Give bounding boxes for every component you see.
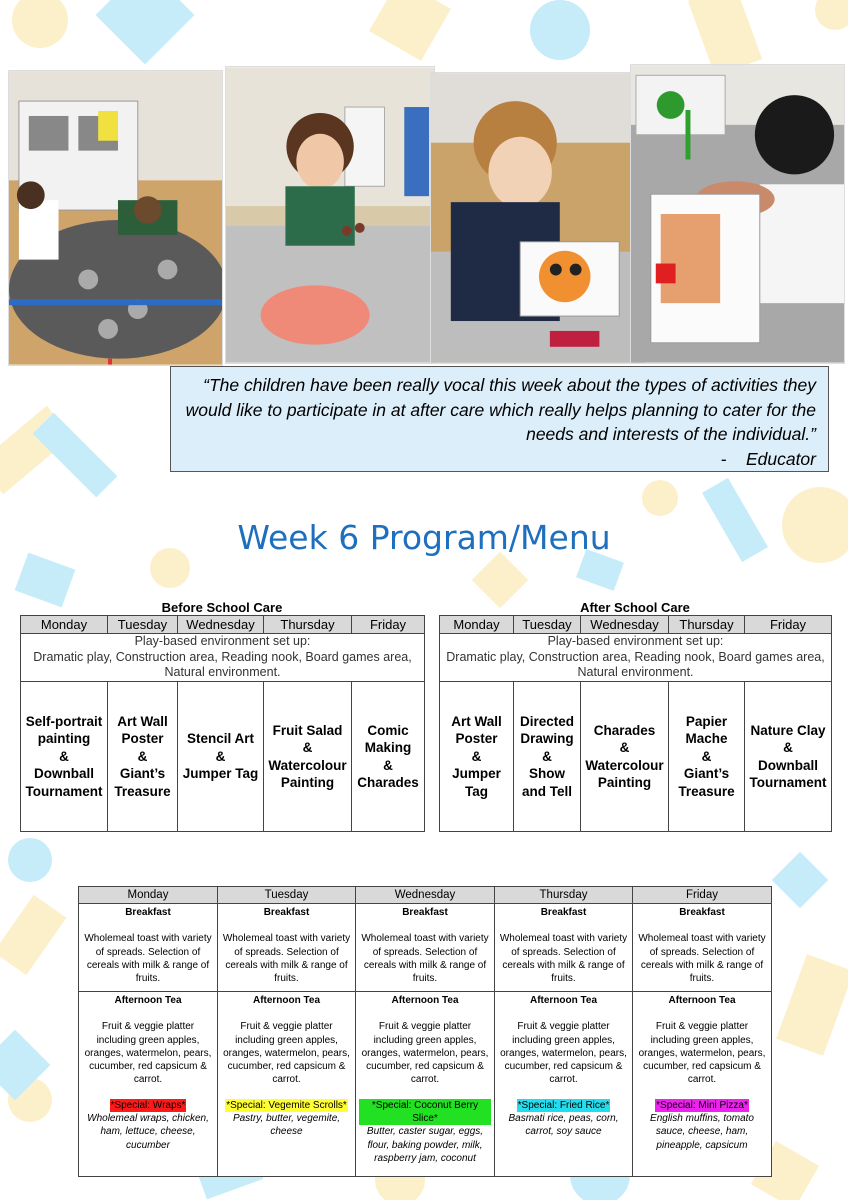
activity-line: Drawing xyxy=(520,731,574,747)
activity-line: Stencil Art xyxy=(186,731,254,747)
activity-line: & xyxy=(783,740,793,755)
day-header: Thursday xyxy=(669,616,745,634)
special-badge: *Special: Vegemite Scrolls* xyxy=(226,1099,347,1111)
afternoon-tea-text: Fruit & veggie platter including green apples, oranges, watermelon, pears, cucumber, red capsicum & carrot. xyxy=(223,1021,350,1086)
activity-line: Nature Clay xyxy=(750,722,826,738)
activity-cell xyxy=(514,682,581,832)
activity-line: Giant’s xyxy=(119,766,166,782)
activity-line: Self-portrait xyxy=(25,713,103,729)
activity-cell xyxy=(581,682,669,832)
day-header: Monday xyxy=(21,616,108,634)
activity-line: Tournament xyxy=(749,775,827,790)
breakfast-heading: Breakfast xyxy=(263,907,310,918)
activity-line: Mache xyxy=(685,731,728,747)
environment-line: Dramatic play, Construction area, Reading nook, Board games area, xyxy=(446,649,825,664)
table-caption: Before School Care xyxy=(161,600,283,615)
photo-child-pixel-art xyxy=(430,72,645,364)
special-ingredients: Pastry, butter, vegemite, cheese xyxy=(232,1113,341,1138)
day-header: Monday xyxy=(79,887,218,904)
day-header: Wednesday xyxy=(178,616,264,634)
activity-line: & xyxy=(215,748,226,764)
afternoon-tea-heading: Afternoon Tea xyxy=(114,995,182,1006)
activity-line: Painting xyxy=(597,775,652,790)
day-header: Thursday xyxy=(264,616,352,634)
activity-cell xyxy=(745,682,832,832)
activity-cell xyxy=(264,682,352,832)
photo-illustration xyxy=(9,71,222,365)
afternoon-tea-text: Fruit & veggie platter including green apples, oranges, watermelon, pears, cucumber, red capsicum & carrot. xyxy=(638,1021,766,1086)
quote-text: “The children have been really vocal this week about the types of activities they would like to participate in at after care which really helps planning to cater for the needs and interests of the individual.” xyxy=(185,375,816,444)
page-title: Week 6 Program/Menu xyxy=(237,518,611,557)
day-header: Monday xyxy=(440,616,514,634)
activity-line: & xyxy=(701,748,712,764)
activity-line: & xyxy=(619,740,630,755)
activity-line: & xyxy=(383,757,393,773)
activity-line: Show xyxy=(529,766,565,782)
special-ingredients: Wholemeal wraps, chicken, ham, lettuce, cheese, cucumber xyxy=(87,1113,209,1151)
afternoon-tea-heading: Afternoon Tea xyxy=(252,995,321,1006)
activity-line: Tag xyxy=(465,783,488,799)
activity-line: Treasure xyxy=(678,783,735,799)
environment-setup xyxy=(21,634,425,682)
photo-child-drawing xyxy=(630,64,845,364)
afternoon-tea-cell xyxy=(79,992,218,1177)
afternoon-tea-cell xyxy=(495,992,633,1177)
afternoon-tea-text: Fruit & veggie platter including green apples, oranges, watermelon, pears, cucumber, red capsicum & carrot. xyxy=(84,1021,212,1086)
day-header: Tuesday xyxy=(514,616,581,634)
special-ingredients: Basmati rice, peas, corn, carrot, soy sauce xyxy=(508,1113,619,1138)
environment-line: Play-based environment set up: xyxy=(547,634,724,649)
day-header: Tuesday xyxy=(108,616,178,634)
before-school-care-table xyxy=(20,600,424,832)
activity-line: Treasure xyxy=(114,783,171,799)
activity-line: Poster xyxy=(455,731,498,747)
activity-line: Art Wall xyxy=(451,713,502,729)
activity-line: Downball xyxy=(758,757,818,773)
activity-line: Comic xyxy=(367,722,409,738)
photo-illustration xyxy=(226,67,434,363)
activity-line: Papier xyxy=(685,713,728,729)
day-header: Wednesday xyxy=(581,616,669,634)
activity-line: Tournament xyxy=(25,783,103,799)
activity-line: Charades xyxy=(593,722,656,738)
table-caption: After School Care xyxy=(580,600,690,615)
day-header: Wednesday xyxy=(356,887,495,904)
afternoon-tea-text: Fruit & veggie platter including green apples, oranges, watermelon, pears, cucumber, red capsicum & carrot. xyxy=(361,1021,489,1086)
special-ingredients: Butter, caster sugar, eggs, flour, baking powder, milk, raspberry jam, coconut xyxy=(366,1126,484,1164)
activity-line: Watercolour xyxy=(268,757,347,773)
day-header: Friday xyxy=(633,887,772,904)
breakfast-cell xyxy=(356,904,495,992)
educator-quote xyxy=(170,366,829,472)
breakfast-heading: Breakfast xyxy=(679,907,725,918)
activity-line: & xyxy=(137,748,148,764)
activity-line: Jumper xyxy=(452,766,501,782)
activity-line: Making xyxy=(364,740,412,755)
breakfast-text: Wholemeal toast with variety of spreads. Selection of cereals with milk & range of fruits. xyxy=(638,933,766,985)
day-header: Friday xyxy=(352,616,425,634)
special-ingredients: English muffins, tomato sauce, cheese, ham, pineapple, capsicum xyxy=(650,1113,754,1151)
activity-line: & xyxy=(59,748,69,764)
breakfast-cell xyxy=(79,904,218,992)
activity-cell xyxy=(21,682,108,832)
quote-attribution: - Educator xyxy=(720,448,816,469)
day-header: Tuesday xyxy=(218,887,356,904)
activity-line: Art Wall xyxy=(117,713,168,729)
photo-illustration xyxy=(631,65,844,363)
day-header: Friday xyxy=(745,616,832,634)
environment-setup xyxy=(440,634,832,682)
activity-line: Painting xyxy=(280,775,335,790)
activity-line: Charades xyxy=(357,775,419,790)
activity-line: & xyxy=(542,748,552,764)
activity-line: and Tell xyxy=(521,783,572,799)
afternoon-tea-cell xyxy=(633,992,772,1177)
breakfast-heading: Breakfast xyxy=(402,907,448,918)
special-badge: *Special: Mini Pizza* xyxy=(656,1099,748,1111)
photo-children-building xyxy=(8,70,223,366)
environment-line: Play-based environment set up: xyxy=(134,634,311,649)
environment-line: Natural environment. xyxy=(577,665,694,680)
breakfast-heading: Breakfast xyxy=(125,907,171,918)
breakfast-text: Wholemeal toast with variety of spreads. Selection of cereals with milk & range of fruits. xyxy=(222,933,351,985)
afternoon-tea-cell xyxy=(356,992,495,1177)
breakfast-cell xyxy=(495,904,633,992)
afternoon-tea-heading: Afternoon Tea xyxy=(529,995,598,1006)
activity-line: Jumper Tag xyxy=(182,766,259,782)
weekly-menu-table xyxy=(78,886,772,1177)
activity-cell xyxy=(108,682,178,832)
breakfast-text: Wholemeal toast with variety of spreads. Selection of cereals with milk & range of fruits. xyxy=(84,933,212,985)
activity-cell xyxy=(440,682,514,832)
afternoon-tea-cell xyxy=(218,992,356,1177)
activity-line: Directed xyxy=(519,713,575,729)
activity-cell xyxy=(669,682,745,832)
activity-line: painting xyxy=(37,731,91,747)
breakfast-cell xyxy=(218,904,356,992)
special-badge: *Special: Fried Rice* xyxy=(517,1099,610,1111)
activity-line: & xyxy=(471,748,482,764)
breakfast-text: Wholemeal toast with variety of spreads. Selection of cereals with milk & range of fruits. xyxy=(499,933,628,985)
after-school-care-table xyxy=(439,600,831,832)
breakfast-text: Wholemeal toast with variety of spreads. Selection of cereals with milk & range of fruits. xyxy=(361,933,489,985)
activity-cell xyxy=(178,682,264,832)
photo-child-playdough xyxy=(225,66,435,364)
environment-line: Dramatic play, Construction area, Reading nook, Board games area, xyxy=(33,649,412,664)
special-badge: *Special: Coconut Berry Slice* xyxy=(359,1099,491,1126)
activity-line: Watercolour xyxy=(585,757,664,773)
photo-illustration xyxy=(431,73,644,363)
day-header: Thursday xyxy=(495,887,633,904)
afternoon-tea-heading: Afternoon Tea xyxy=(391,995,459,1006)
breakfast-heading: Breakfast xyxy=(540,907,587,918)
afternoon-tea-heading: Afternoon Tea xyxy=(668,995,736,1006)
afternoon-tea-text: Fruit & veggie platter including green apples, oranges, watermelon, pears, cucumber, red capsicum & carrot. xyxy=(500,1021,627,1086)
activity-line: Poster xyxy=(121,731,164,747)
activity-line: Downball xyxy=(34,766,94,782)
activity-line: & xyxy=(302,740,313,755)
environment-line: Natural environment. xyxy=(164,665,281,680)
activity-line: Giant’s xyxy=(683,766,730,782)
activity-cell xyxy=(352,682,425,832)
breakfast-cell xyxy=(633,904,772,992)
special-badge: *Special: Wraps* xyxy=(110,1099,186,1111)
activity-line: Fruit Salad xyxy=(272,722,343,738)
